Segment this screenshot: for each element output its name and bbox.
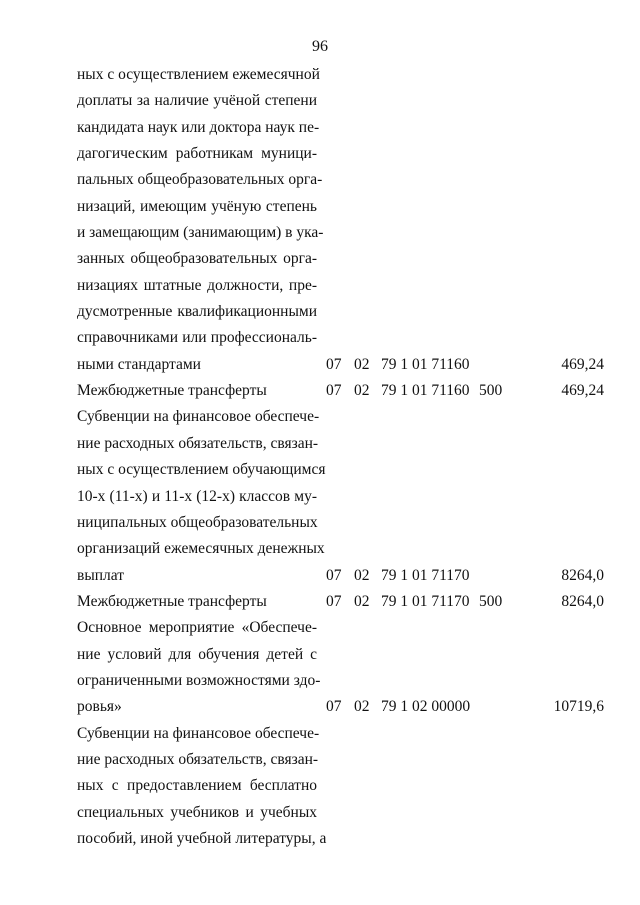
row-text: ниципальных общеобразовательных [77, 513, 318, 531]
row-text: Межбюджетные трансферты [77, 382, 267, 400]
section-code: 07 [326, 698, 342, 716]
row-text: доплаты за наличие учёной степени [77, 92, 317, 110]
row-text: низаций, имеющим учёную степень [77, 197, 317, 215]
subsection-code: 02 [354, 566, 370, 584]
table-row [0, 88, 640, 114]
table-row [0, 62, 640, 88]
row-text: ными стандартами [77, 355, 201, 373]
table-row [0, 141, 640, 167]
row-text: низациях штатные должности, пре- [77, 276, 317, 294]
row-text: специальных учебников и учебных [77, 803, 317, 821]
target-article-code: 79 1 01 71170 [381, 592, 470, 610]
row-text: ных с осуществлением ежемесячной [77, 66, 320, 83]
section-code: 07 [326, 566, 342, 584]
table-row [0, 404, 640, 430]
expense-type-code: 500 [479, 382, 503, 400]
row-text: выплат [77, 566, 125, 584]
row-text: кандидата наук или доктора наук пе- [77, 118, 320, 136]
table-row [0, 246, 640, 272]
row-text: дагогическим работникам муници- [77, 145, 317, 163]
table-row [0, 773, 640, 799]
row-text: и замещающим (занимающим) в ука- [77, 224, 324, 242]
table-row [0, 826, 640, 852]
amount-value: 469,24 [561, 355, 604, 373]
table-row [0, 615, 640, 641]
amount-value: 8264,0 [561, 566, 604, 584]
target-article-code: 79 1 01 71170 [381, 566, 470, 584]
row-text: ных с предоставлением бесплатно [77, 777, 317, 795]
table-row [0, 642, 640, 668]
target-article-code: 79 1 01 71160 [381, 355, 470, 373]
table-row [0, 431, 640, 457]
expense-type-code: 500 [479, 592, 503, 610]
section-code: 07 [326, 592, 342, 610]
subsection-code: 02 [354, 382, 370, 400]
row-text: ных с осуществлением обучающимся [77, 461, 326, 479]
table-row [0, 563, 640, 589]
row-text: Субвенции на финансовое обеспече- [77, 408, 320, 426]
section-code: 07 [326, 355, 342, 373]
row-text: Межбюджетные трансферты [77, 592, 267, 610]
amount-value: 10719,6 [553, 698, 604, 716]
row-text: дусмотренные квалификационными [77, 303, 317, 321]
table-row [0, 589, 640, 615]
row-text: ние расходных обязательств, связан- [77, 750, 319, 768]
amount-value: 8264,0 [561, 592, 604, 610]
table-row [0, 536, 640, 562]
table-row [0, 273, 640, 299]
row-text: ровья» [77, 698, 122, 716]
row-text: пальных общеобразовательных орга- [77, 171, 323, 189]
row-text: ние условий для обучения детей с [77, 645, 317, 663]
table-row [0, 299, 640, 325]
target-article-code: 79 1 02 00000 [381, 698, 471, 716]
row-text: занных общеобразовательных орга- [77, 250, 317, 268]
table-row [0, 352, 640, 378]
subsection-code: 02 [354, 698, 370, 716]
table-row [0, 668, 640, 694]
table-row [0, 167, 640, 193]
section-code: 07 [326, 382, 342, 400]
table-row [0, 457, 640, 483]
row-text: Субвенции на финансовое обеспече- [77, 724, 320, 742]
row-text: ограниченными возможностями здо- [77, 671, 321, 689]
budget-table [0, 62, 640, 852]
row-text: ние расходных обязательств, связан- [77, 434, 319, 452]
subsection-code: 02 [354, 355, 370, 373]
table-row [0, 721, 640, 747]
row-text: справочниками или профессиональ- [77, 329, 317, 347]
table-row [0, 325, 640, 351]
row-text: Основное мероприятие «Обеспече- [77, 619, 317, 637]
table-row [0, 800, 640, 826]
amount-value: 469,24 [561, 382, 604, 400]
table-row [0, 220, 640, 246]
row-text: организаций ежемесячных денежных [77, 540, 325, 558]
table-row [0, 378, 640, 404]
table-row [0, 747, 640, 773]
table-row [0, 115, 640, 141]
row-text: 10-х (11-х) и 11-х (12-х) классов му- [77, 487, 317, 505]
table-row [0, 694, 640, 720]
table-row [0, 510, 640, 536]
page-number: 96 [312, 38, 328, 55]
row-text: пособий, иной учебной литературы, а [77, 829, 327, 847]
target-article-code: 79 1 01 71160 [381, 382, 470, 400]
table-row [0, 194, 640, 220]
subsection-code: 02 [354, 592, 370, 610]
table-row [0, 484, 640, 510]
